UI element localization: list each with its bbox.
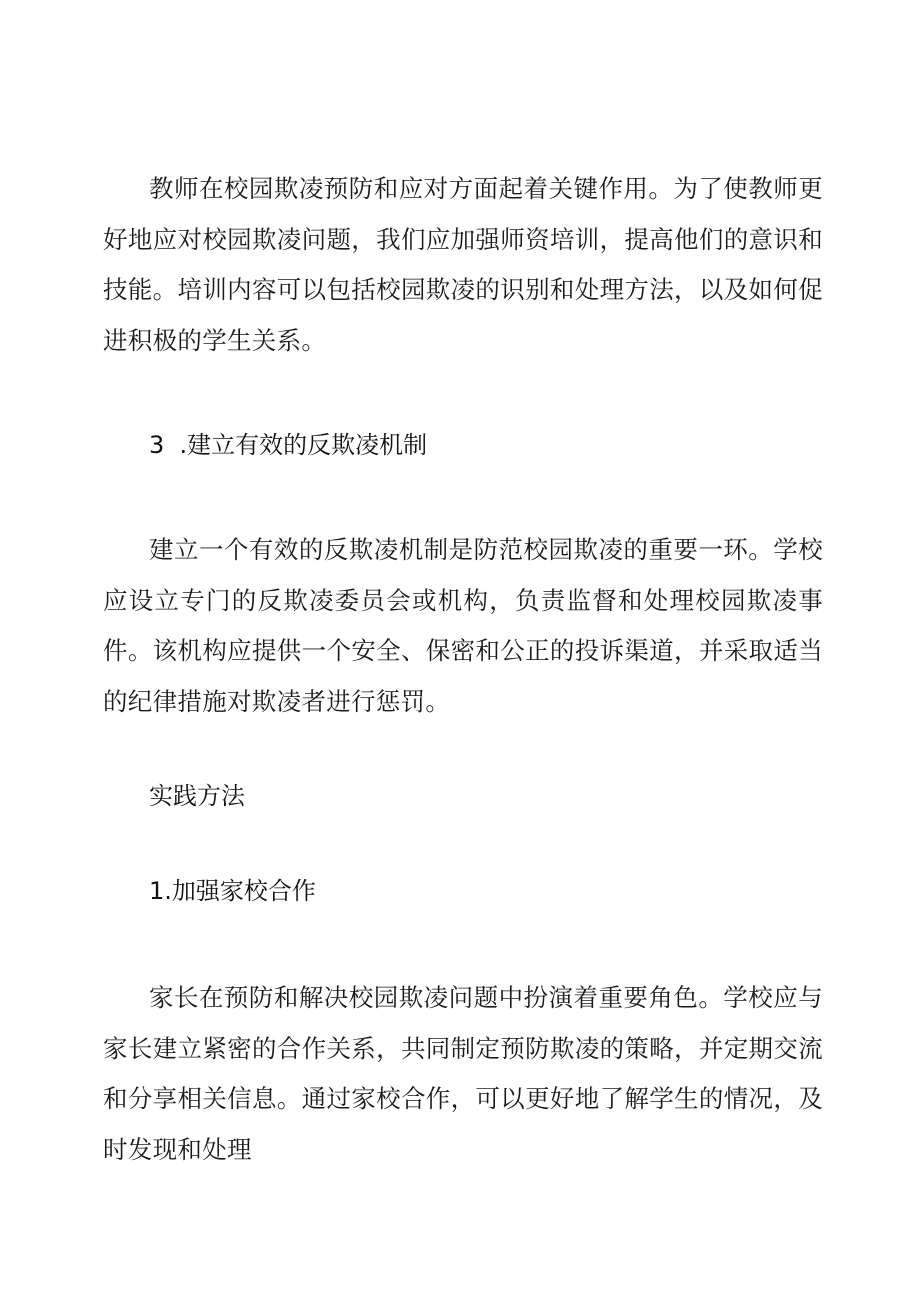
body-paragraph-home-school-cooperation: 家长在预防和解决校园欺凌问题中扮演着重要角色。学校应与家长建立紧密的合作关系，共同制定预防欺凌的策略，并定期交流和分享相关信息。通过家校合作，可以更好地了解学生的情况，及时发现和处理	[103, 983, 823, 1164]
subsection-heading-home-school-cooperation: 1.加强家校合作	[149, 877, 316, 905]
body-paragraph-teacher-training: 教师在校园欺凌预防和应对方面起着关键作用。为了使教师更好地应对校园欺凌问题，我们应加强师资培训，提高他们的意识和技能。培训内容可以包括校园欺凌的识别和处理方法，以及如何促进积极的学生关系。	[103, 174, 823, 355]
section-heading-anti-bullying-mechanism: 3 .建立有效的反欺凌机制	[149, 431, 428, 459]
body-paragraph-anti-bullying-mechanism: 建立一个有效的反欺凌机制是防范校园欺凌的重要一环。学校应设立专门的反欺凌委员会或机构，负责监督和处理校园欺凌事件。该机构应提供一个安全、保密和公正的投诉渠道，并采取适当的纪律措施对欺凌者进行惩罚。	[103, 535, 823, 716]
section-heading-practice-methods: 实践方法	[149, 782, 245, 810]
